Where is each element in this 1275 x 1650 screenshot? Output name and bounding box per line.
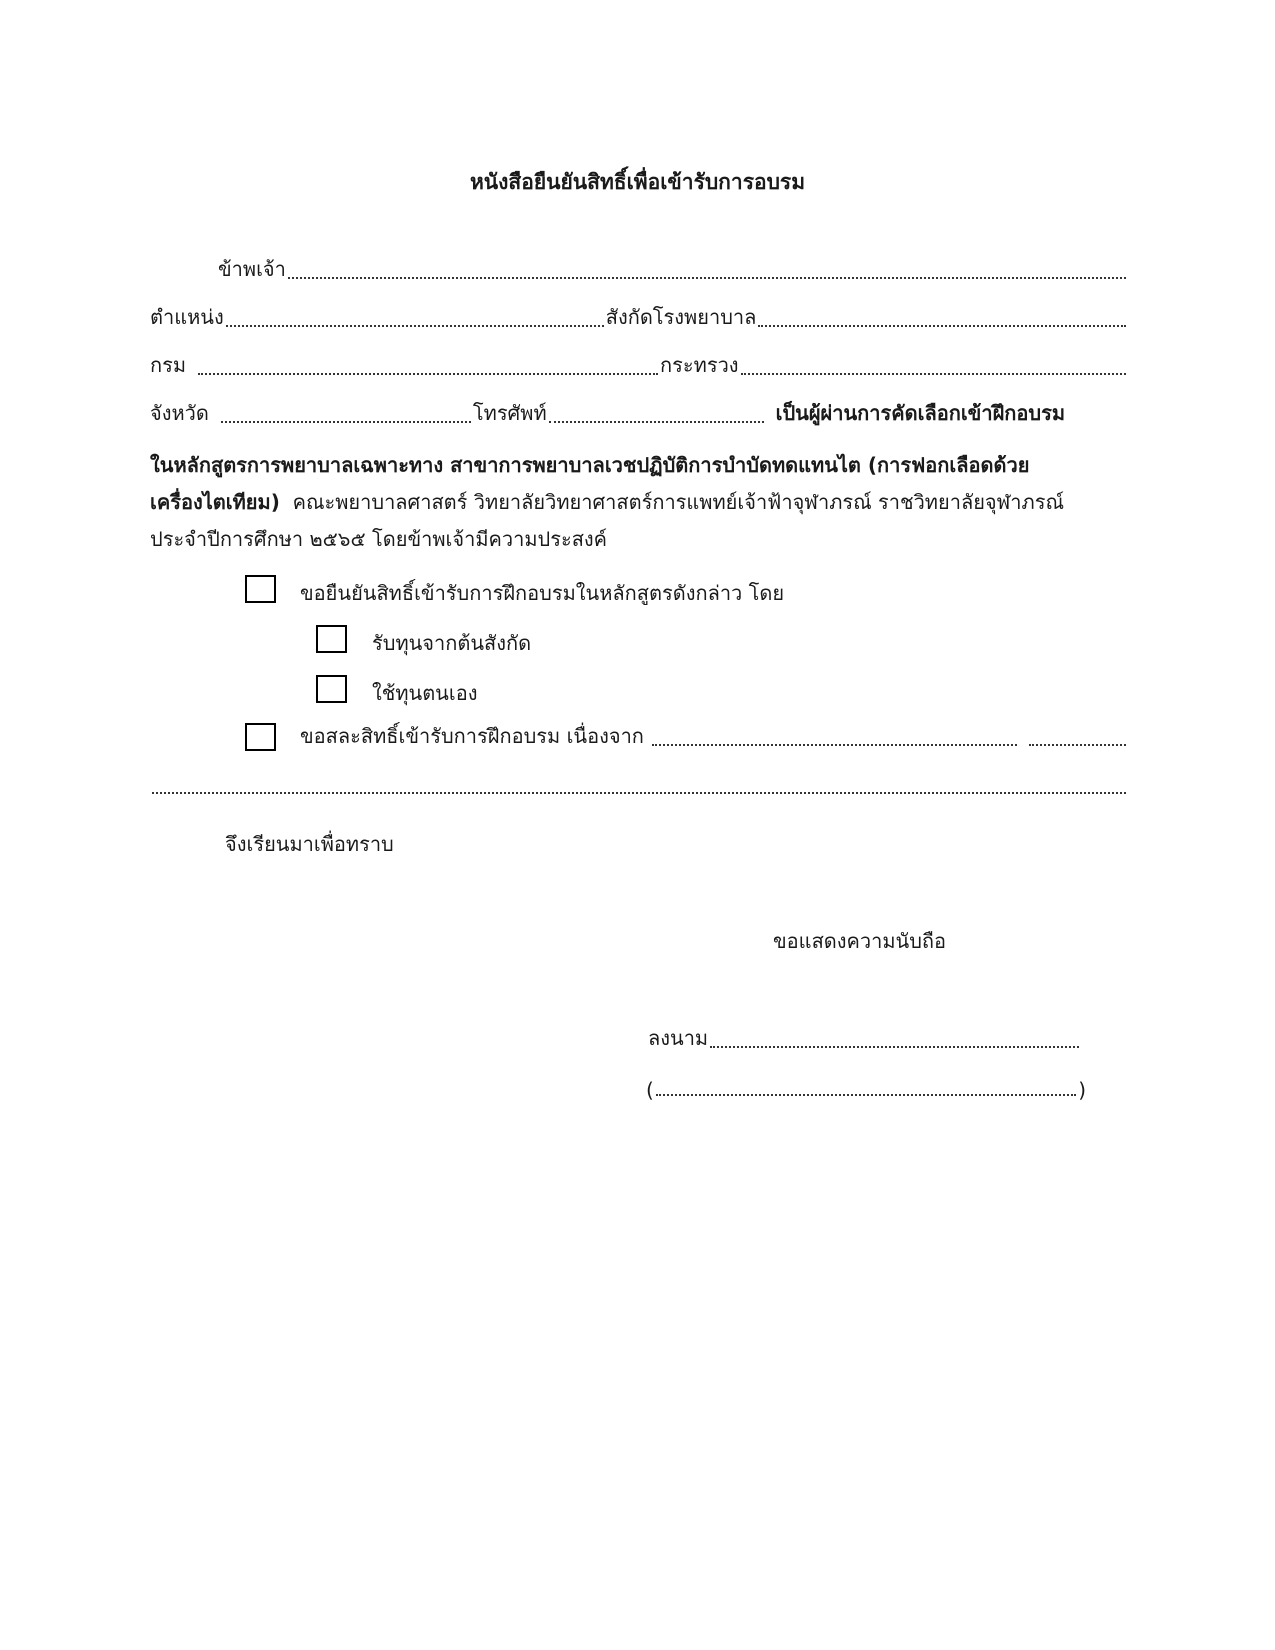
waive-reason-field-extra[interactable] [1029,744,1126,746]
signature-label: ลงนาม [648,1026,709,1050]
position-field[interactable] [226,325,604,327]
document-title: หนังสือยืนยันสิทธิ์เพื่อเข้ารับการอบรม [469,170,806,194]
fund-self-label: ใช้ทุนตนเอง [372,681,478,705]
phone-field[interactable] [549,421,764,423]
close-paren: ) [1078,1078,1086,1102]
waive-label: ขอสละสิทธิ์เข้ารับการฝึกอบรม เนื่องจาก [300,724,644,748]
ministry-field[interactable] [741,373,1126,375]
phone-label: โทรศัพท์ [472,401,547,425]
waive-reason-line2 [150,770,1128,800]
fund-agency-label: รับทุนจากต้นสังกัด [372,631,532,655]
name-field[interactable] [288,277,1126,279]
hospital-field[interactable] [758,325,1126,327]
regards-text: ขอแสดงความนับถือ [773,929,947,953]
body-line4: ประจำปีการศึกษา ๒๕๖๕ โดยข้าพเจ้ามีความประสงค์ [150,527,608,551]
hospital-label: สังกัดโรงพยาบาล [605,305,757,329]
open-paren: ( [646,1078,654,1102]
body-paragraph [150,447,1128,558]
position-label: ตำแหน่ง [150,305,224,329]
body-line3-bold: เครื่องไตเทียม) [150,490,280,514]
body-line3-rest: คณะพยาบาลศาสตร์ วิทยาลัยวิทยาศาสตร์การแพทย์เจ้าฟ้าจุฬาภรณ์ ราชวิทยาลัยจุฬาภรณ์ [292,490,1065,514]
waive-row [300,722,1128,752]
printed-name-row [646,1072,1086,1102]
name-label: ข้าพเจ้า [218,257,286,281]
confirm-label: ขอยืนยันสิทธิ์เข้ารับการฝึกอบรมในหลักสูตรดังกล่าว โดย [300,581,785,605]
fund-self-checkbox[interactable] [316,675,347,703]
signature-row [648,1024,1081,1054]
waive-reason-continuation[interactable] [152,792,1126,794]
province-row [150,399,1128,429]
closing-text: จึงเรียนมาเพื่อทราบ [225,832,394,856]
confirm-checkbox[interactable] [245,575,276,603]
signature-field[interactable] [710,1046,1079,1048]
name-row [218,255,1128,285]
ministry-label: กระทรวง [660,353,739,377]
department-label: กรม [150,353,187,377]
fund-agency-checkbox[interactable] [316,625,347,653]
department-field[interactable] [198,373,658,375]
position-row [150,303,1128,333]
province-label: จังหวัด [150,401,209,425]
waive-reason-field[interactable] [652,744,1017,746]
statement-line1: เป็นผู้ผ่านการคัดเลือกเข้าฝึกอบรม [775,401,1066,425]
printed-name-field[interactable] [656,1094,1076,1096]
department-row [150,351,1128,381]
waive-checkbox[interactable] [245,723,276,751]
body-line2: ในหลักสูตรการพยาบาลเฉพาะทาง สาขาการพยาบาลเวชปฏิบัติการบำบัดทดแทนไต (การฟอกเลือดด้วย [150,453,1030,477]
province-field[interactable] [221,421,471,423]
